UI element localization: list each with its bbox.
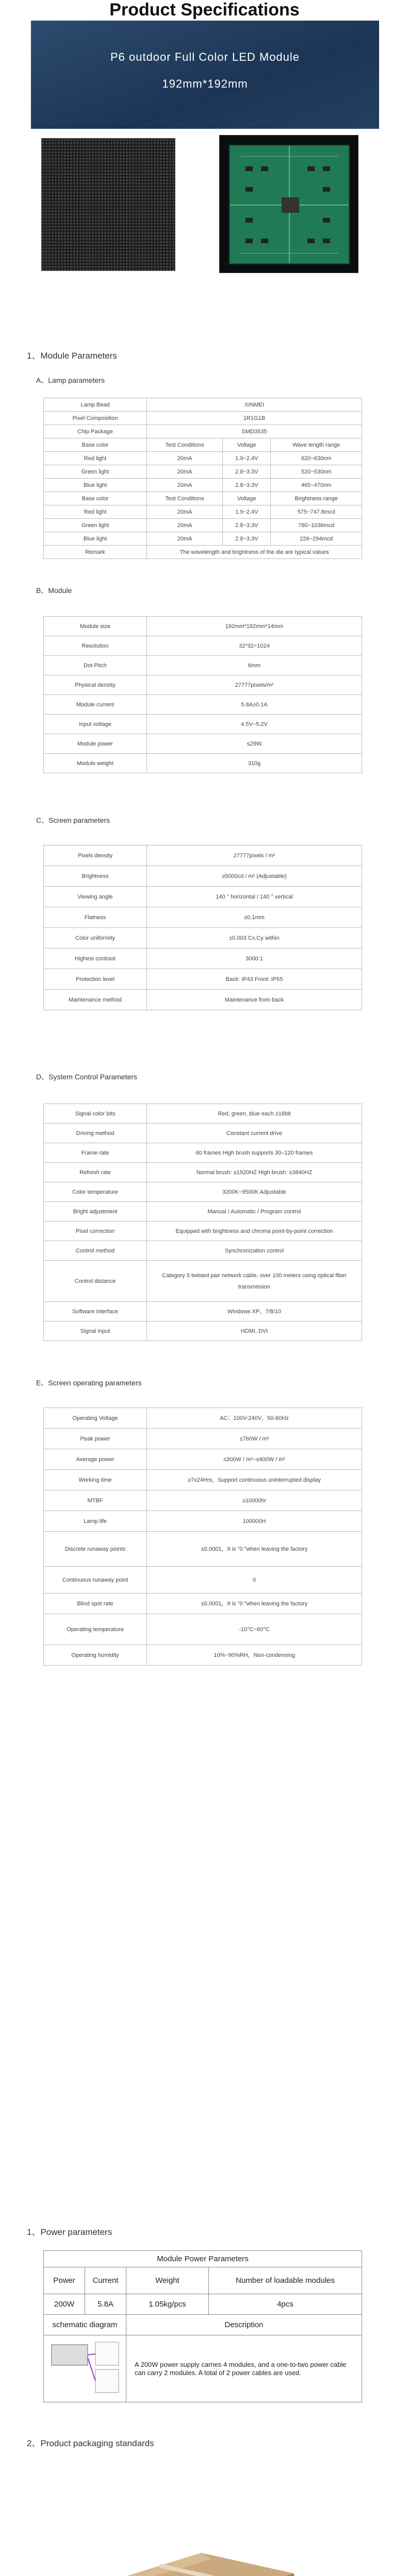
spec-value: AC：100V-240V，50-60Hz [147, 1408, 362, 1429]
lamp-cell: Green light [44, 519, 147, 532]
spec-value: 6mm [147, 656, 362, 675]
spec-key: MTBF [44, 1490, 147, 1511]
schematic-header: schematic diagram [44, 2315, 126, 2335]
spec-value: ±0.003 Cx,Cy within [147, 928, 362, 948]
banner-size: 192mm*192mm [162, 77, 248, 90]
lamp-cell: 226~294mcd [271, 532, 362, 546]
spec-value: 0 [147, 1567, 362, 1594]
spec-key: Highest contrast [44, 948, 147, 969]
heading-system-control: D、System Control Parameters [36, 1073, 138, 1081]
spec-key: Physical density [44, 675, 147, 695]
lamp-header-cell: Base color [44, 438, 147, 452]
spec-key: Peak power [44, 1429, 147, 1449]
power-value: 200W [44, 2294, 85, 2315]
screen-parameters-table [43, 845, 362, 1010]
spec-key: Viewing angle [44, 887, 147, 907]
lamp-info-value: XINMEI [147, 398, 362, 412]
lamp-cell: 1.9~2.4V [223, 505, 271, 519]
spec-value: ≤29W [147, 734, 362, 754]
description-header: Description [126, 2315, 362, 2335]
spec-value: 27777pixels / m² [147, 845, 362, 866]
lamp-cell: 2.8~3.3V [223, 519, 271, 532]
lamp-cell: 1.9~2.4V [223, 452, 271, 465]
spec-value: Back: IP43 Front: IP65 [147, 969, 362, 990]
spec-key: Input voltage [44, 715, 147, 734]
product-banner [31, 21, 379, 129]
spec-key: Module size [44, 617, 147, 636]
lamp-cell: 20mA [147, 505, 223, 519]
lamp-cell: Green light [44, 465, 147, 479]
spec-key: Module power [44, 734, 147, 754]
spec-value: ≥7x24Hrs，Support continuous uninterrupted display [147, 1470, 362, 1490]
pcb-board [229, 145, 350, 264]
spec-key: Signal input [44, 1321, 147, 1341]
module-table [43, 616, 362, 773]
spec-key: Frame rate [44, 1143, 147, 1163]
lamp-cell: 20mA [147, 519, 223, 532]
spec-key: Working time [44, 1470, 147, 1490]
lamp-cell: Red light [44, 452, 147, 465]
lamp-parameters-table [43, 398, 362, 559]
heading-lamp-parameters: A、Lamp parameters [36, 376, 105, 384]
section-power-parameters: 1、Power parameters [27, 2227, 112, 2237]
lamp-info-key: Pixel Composition [44, 412, 147, 425]
spec-key: Protection level [44, 969, 147, 990]
spec-value: 32*32=1024 [147, 636, 362, 656]
spec-key: Bright adjustment [44, 1202, 147, 1222]
lamp-info-value: 1R1G1B [147, 412, 362, 425]
remark-value: The wavelength and brightness of the die are typical values [147, 546, 362, 559]
section-packaging: 2、Product packaging standards [27, 2438, 154, 2448]
lamp-cell: 2.8~3.3V [223, 532, 271, 546]
spec-value: 192mm*192mm*14mm [147, 617, 362, 636]
loadable-value: 4pcs [209, 2294, 362, 2315]
lamp-cell: 20mA [147, 452, 223, 465]
spec-value: ≤760W / m² [147, 1429, 362, 1449]
lamp-header-cell: Brightness range [271, 492, 362, 505]
spec-value: 10%~90%RH，Non-condensing [147, 1645, 362, 1666]
carton-box-image [108, 2532, 304, 2576]
lamp-cell: 2.8~3.3V [223, 465, 271, 479]
screen-operating-table [43, 1408, 362, 1666]
spec-key: Resolution [44, 636, 147, 656]
spec-key: Pixels density [44, 845, 147, 866]
spec-key: Color uniformity [44, 928, 147, 948]
spec-key: Signal color bits [44, 1104, 147, 1124]
power-parameters-table [43, 2250, 362, 2402]
lamp-cell: 520~530nm [271, 465, 362, 479]
lamp-cell: 465~470nm [271, 479, 362, 492]
spec-key: Average power [44, 1449, 147, 1470]
heading-module: B、Module [36, 586, 72, 595]
spec-key: Operating Voltage [44, 1408, 147, 1429]
spec-key: Pixel correction [44, 1222, 147, 1241]
spec-key: Control distance [44, 1261, 147, 1302]
system-control-table [43, 1104, 362, 1341]
spec-value: Windows XP、7/8/10 [147, 1302, 362, 1321]
spec-value: ≤0.0001，It is "0 "when leaving the factory [147, 1594, 362, 1614]
spec-value: Normal brush: ≥1920HZ High brush: ≥3840HZ [147, 1163, 362, 1182]
power-schematic-icon [46, 2340, 124, 2396]
remark-key: Remark [44, 546, 147, 559]
spec-value: ≤0.0001，It is "0 "when leaving the factory [147, 1532, 362, 1567]
spec-key: Continuous runaway point [44, 1567, 147, 1594]
spec-key: Color temperature [44, 1182, 147, 1202]
spec-key: Refresh rate [44, 1163, 147, 1182]
power-header-power: Power [44, 2267, 85, 2294]
spec-value: 5.8A±0.1A [147, 695, 362, 715]
power-header-loadable: Number of loadable modules [209, 2267, 362, 2294]
lamp-cell: 2.8~3.3V [223, 479, 271, 492]
schematic-diagram [44, 2335, 126, 2402]
lamp-cell: 20mA [147, 465, 223, 479]
spec-value: Equipped with brightness and chroma point-by-point correction [147, 1222, 362, 1241]
banner-title: P6 outdoor Full Color LED Module [110, 50, 300, 63]
lamp-info-value: SMD3535 [147, 425, 362, 438]
lamp-cell: 780~1036mcd [271, 519, 362, 532]
spec-value: 100000H [147, 1511, 362, 1532]
lamp-cell: Blue light [44, 532, 147, 546]
spec-key: Lamp life [44, 1511, 147, 1532]
spec-value: Red, green, blue each ≥16bit [147, 1104, 362, 1124]
lamp-info-key: Chip Package [44, 425, 147, 438]
spec-key: Flatness [44, 907, 147, 928]
power-header-current: Current [85, 2267, 126, 2294]
spec-value: Synchronization control [147, 1241, 362, 1261]
spec-value: ≥5000cd / m² (Adjustable) [147, 866, 362, 887]
lamp-header-cell: Voltage [223, 438, 271, 452]
spec-value: ≥10000hr [147, 1490, 362, 1511]
spec-value: -10°C~60°C [147, 1614, 362, 1645]
lamp-header-cell: Test Conditions [147, 438, 223, 452]
spec-value: Maintenance from back [147, 990, 362, 1010]
spec-key: Discrete runaway points [44, 1532, 147, 1567]
lamp-header-cell: Voltage [223, 492, 271, 505]
spec-value: 3200K~9500K Adjustable [147, 1182, 362, 1202]
spec-key: Maintenance method [44, 990, 147, 1010]
spec-key: Module weight [44, 754, 147, 773]
spec-key: Control method [44, 1241, 147, 1261]
spec-key: Software interface [44, 1302, 147, 1321]
lamp-info-key: Lamp Bead [44, 398, 147, 412]
page-title: Product Specifications [109, 0, 300, 20]
spec-value: HDMI, DVI [147, 1321, 362, 1341]
spec-key: Operating temperature [44, 1614, 147, 1645]
weight-value: 1.05kg/pcs [126, 2294, 209, 2315]
module-front-photo [41, 138, 175, 271]
power-description: A 200W power supply carries 4 modules, and a one-to-two power cable can carry 2 modules. A total of 2 power cables are used. [126, 2335, 362, 2402]
spec-value: 3000:1 [147, 948, 362, 969]
power-table-title: Module Power Parameters [44, 2251, 362, 2267]
heading-screen-operating: E、Screen operating parameters [36, 1379, 142, 1387]
lamp-cell: Red light [44, 505, 147, 519]
spec-key: Operating humidity [44, 1645, 147, 1666]
spec-value: Constant current drive [147, 1124, 362, 1143]
lamp-cell: 20mA [147, 479, 223, 492]
lamp-cell: 620~630nm [271, 452, 362, 465]
spec-key: Blind spot rate [44, 1594, 147, 1614]
spec-value: 310g [147, 754, 362, 773]
spec-value: Manual / Automatic / Program control [147, 1202, 362, 1222]
spec-key: Driving method [44, 1124, 147, 1143]
lamp-cell: Blue light [44, 479, 147, 492]
lamp-cell: 20mA [147, 532, 223, 546]
section-module-parameters: 1、Module Parameters [27, 351, 117, 361]
power-header-weight: Weight [126, 2267, 209, 2294]
spec-value: ≤0.1mm [147, 907, 362, 928]
spec-value: Category 5 twisted pair network cable, over 100 meters using optical fiber transmission [147, 1261, 362, 1302]
spec-value: 4.5V~5.2V [147, 715, 362, 734]
current-value: 5.8A [85, 2294, 126, 2315]
heading-screen-parameters: C、Screen parameters [36, 816, 110, 824]
spec-value: ≤300W / m²~≤400W / m² [147, 1449, 362, 1470]
spec-key: Module current [44, 695, 147, 715]
lamp-header-cell: Test Conditions [147, 492, 223, 505]
spec-key: Dot Pitch [44, 656, 147, 675]
lamp-header-cell: Base color [44, 492, 147, 505]
spec-value: 60 frames High brush supports 30–120 frames [147, 1143, 362, 1163]
lamp-cell: 575~747.8mcd [271, 505, 362, 519]
spec-key: Brightness [44, 866, 147, 887]
lamp-header-cell: Wave length range [271, 438, 362, 452]
spec-value: 27777pixels/m² [147, 675, 362, 695]
spec-value: 140 ° horizontal / 140 ° vertical [147, 887, 362, 907]
module-back-photo [219, 135, 358, 273]
